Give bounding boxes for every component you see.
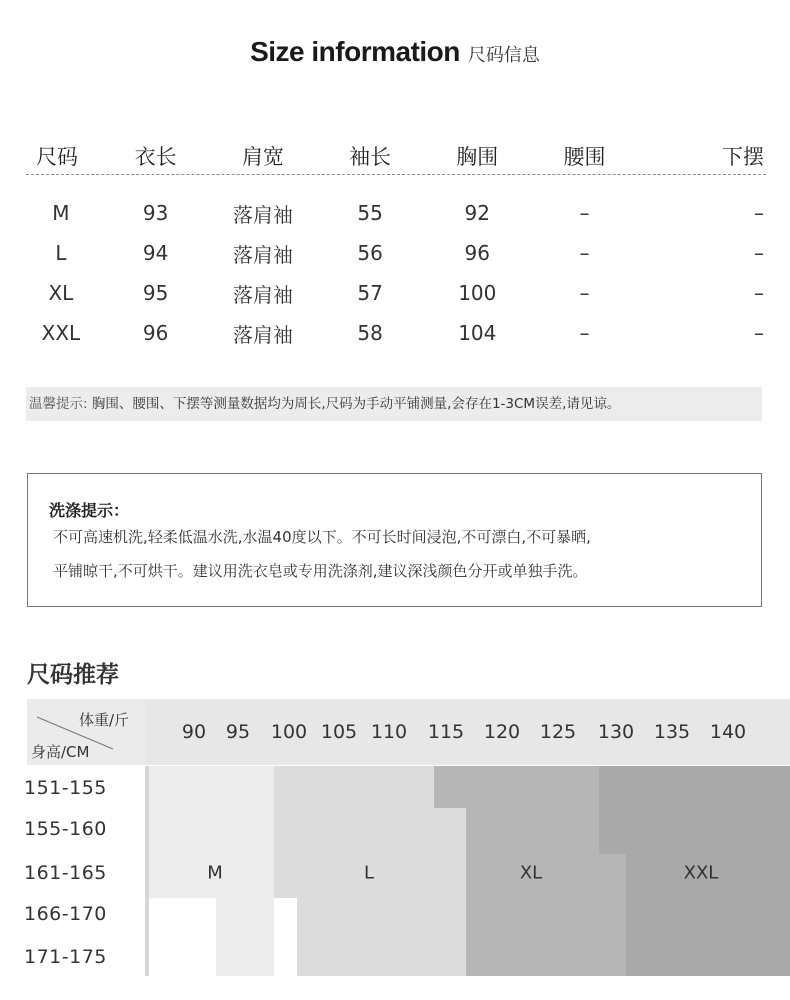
weight-value: 120 — [483, 721, 521, 743]
weight-value: 115 — [427, 721, 465, 743]
size-table-body — [26, 193, 766, 353]
table-row — [26, 233, 766, 273]
weight-value: 125 — [539, 721, 577, 743]
cell-chest: 92 — [464, 201, 490, 225]
weight-value: 95 — [225, 721, 251, 743]
cell-chest: 104 — [458, 321, 497, 345]
height-axis-label: 身高/CM — [31, 743, 90, 761]
cell-length: 95 — [142, 281, 169, 305]
cell-hem: – — [754, 201, 764, 225]
header-length: 衣长 — [134, 145, 177, 169]
washing-tips-title: 洗涤提示： — [49, 501, 130, 520]
size-table — [26, 140, 766, 353]
weight-value: 110 — [370, 721, 408, 743]
table-row — [26, 193, 766, 233]
cell-hem: – — [754, 321, 764, 345]
cell-waist: – — [579, 241, 590, 265]
header-size: 尺码 — [36, 145, 78, 169]
zone-l — [326, 898, 466, 976]
cell-shoulder: 落肩袖 — [232, 202, 293, 227]
cell-shoulder: 落肩袖 — [232, 242, 293, 267]
title-chinese: 尺码信息 — [467, 45, 540, 66]
zone-xl — [434, 766, 599, 808]
zone-xl — [466, 808, 599, 976]
weight-columns — [145, 699, 790, 765]
recommend-header — [27, 699, 790, 765]
header-hem: 下摆 — [721, 145, 764, 169]
header-shoulder: 肩宽 — [241, 145, 284, 169]
notice-label: 温馨提示: — [29, 396, 88, 412]
cell-size: XL — [48, 281, 74, 305]
recommend-corner-cell — [27, 699, 145, 765]
table-row — [26, 313, 766, 353]
cell-shoulder: 落肩袖 — [232, 322, 293, 347]
table-row — [26, 273, 766, 313]
cell-size: M — [52, 201, 70, 225]
weight-value: 90 — [181, 721, 207, 743]
cell-waist: – — [579, 201, 590, 225]
cell-hem: – — [754, 241, 764, 265]
header-chest: 胸围 — [456, 145, 499, 169]
zone-label-l: L — [363, 862, 375, 884]
zone-label-m: M — [207, 862, 223, 884]
page-title — [0, 36, 790, 68]
size-recommend-grid — [145, 766, 790, 976]
notice-text: 胸围、腰围、下摆等测量数据均为周长,尺码为手动平铺测量,会存在1-3CM误差,请见谅。 — [91, 396, 621, 412]
cell-size: L — [55, 241, 67, 265]
cell-length: 94 — [142, 241, 169, 265]
height-range: 151-155 — [24, 777, 107, 799]
zone-m — [216, 898, 274, 976]
header-sleeve: 袖长 — [349, 145, 392, 169]
header-waist: 腰围 — [563, 145, 606, 169]
weight-value: 130 — [597, 721, 635, 743]
zone-l — [274, 766, 434, 808]
cell-sleeve: 56 — [357, 241, 383, 265]
cell-hem: – — [754, 281, 764, 305]
washing-tips-box — [27, 473, 762, 607]
cell-sleeve: 58 — [357, 321, 383, 345]
cell-waist: – — [579, 281, 590, 305]
measurement-notice — [26, 387, 762, 421]
size-table-header — [26, 140, 766, 172]
height-range: 171-175 — [24, 946, 107, 968]
zone-label-xl: XL — [519, 862, 543, 884]
weight-value: 140 — [709, 721, 747, 743]
height-range: 161-165 — [24, 862, 107, 884]
weight-value: 105 — [320, 721, 358, 743]
zone-l — [274, 808, 297, 898]
cell-length: 96 — [142, 321, 169, 345]
cell-waist: – — [579, 321, 590, 345]
zone-label-xxl: XXL — [683, 862, 719, 884]
cell-size: XXL — [41, 321, 81, 345]
weight-value: 135 — [653, 721, 691, 743]
washing-tips-line: 平铺晾干,不可烘干。建议用洗衣皂或专用洗涤剂,建议深浅颜色分开或单独手洗。 — [53, 562, 588, 580]
dashed-divider — [26, 174, 766, 175]
cell-length: 93 — [142, 201, 169, 225]
weight-axis-label: 体重/斤 — [79, 711, 130, 729]
height-range: 166-170 — [24, 903, 107, 925]
cell-sleeve: 57 — [357, 281, 383, 305]
title-english: Size information — [250, 36, 460, 67]
cell-sleeve: 55 — [357, 201, 383, 225]
washing-tips-line: 不可高速机洗,轻柔低温水洗,水温40度以下。不可长时间浸泡,不可漂白,不可暴晒, — [53, 528, 591, 546]
height-range: 155-160 — [24, 818, 107, 840]
cell-chest: 100 — [458, 281, 497, 305]
cell-shoulder: 落肩袖 — [232, 282, 293, 307]
size-recommend-title: 尺码推荐 — [27, 662, 119, 688]
weight-value: 100 — [270, 721, 308, 743]
cell-chest: 96 — [464, 241, 490, 265]
zone-xl — [599, 854, 626, 976]
